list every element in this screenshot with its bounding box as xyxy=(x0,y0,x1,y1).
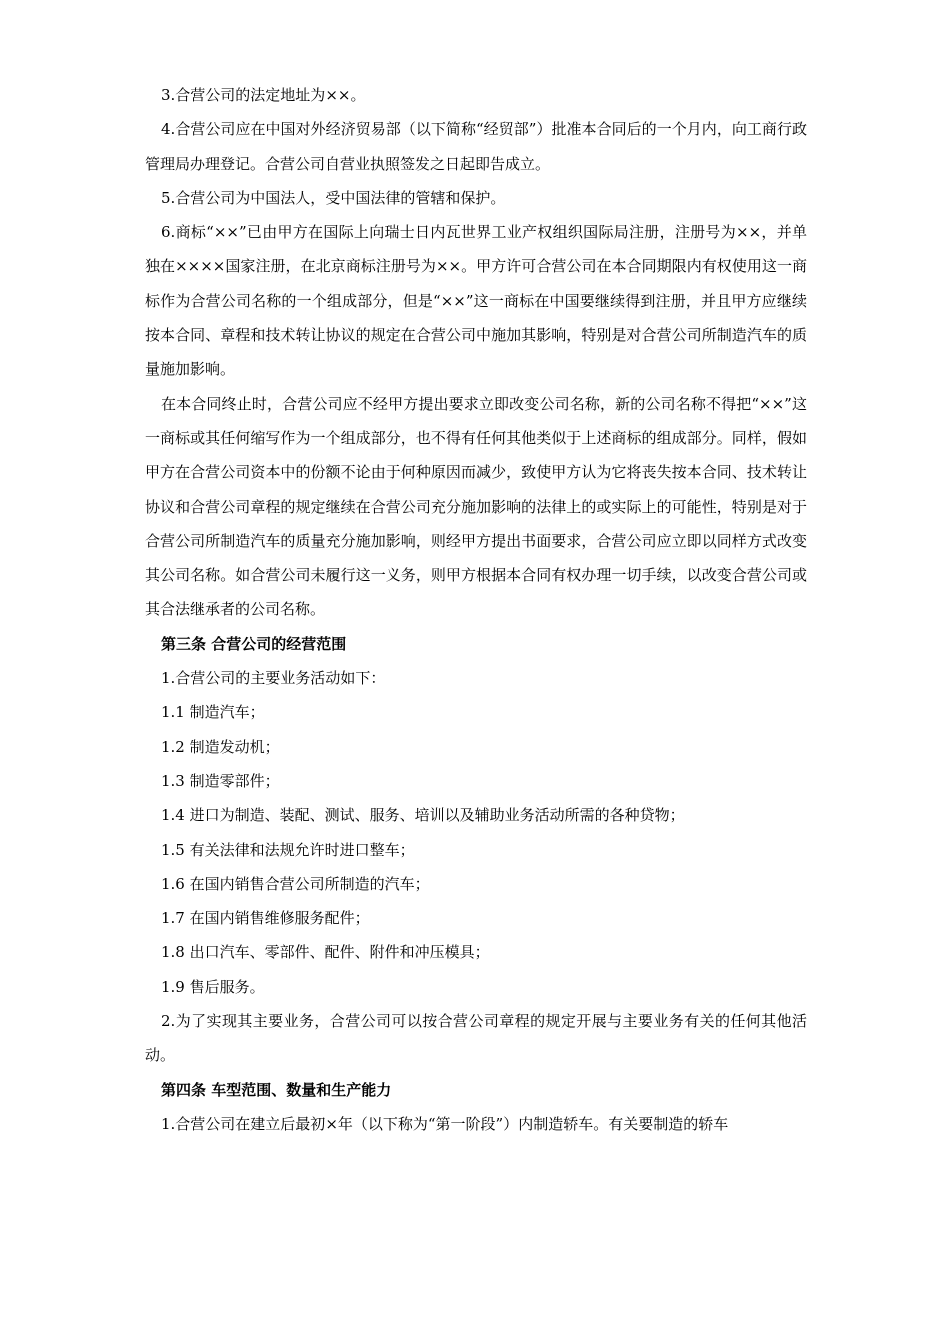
paragraph-other-activities: 2.为了实现其主要业务，合营公司可以按合营公司章程的规定开展与主要业务有关的任何其他活动。 xyxy=(145,1012,807,1065)
list-item-1-1: 1.1 制造汽车； xyxy=(161,703,265,722)
list-item-1-4: 1.4 进口为制造、装配、测试、服务、培训以及辅助业务活动所需的各种贷物； xyxy=(161,806,685,825)
paragraph-name-change: 在本合同终止时，合营公司应不经甲方提出要求立即改变公司名称，新的公司名称不得把“××”这一商标或其任何缩写作为一个组成部分，也不得有任何其他类似于上述商标的组成部分。同样，假如甲方在合营公司资本中的份额不论由于何种原因而减少，致使甲方认为它将丧失按本合同、技术转让协议和合营公司章程的规定继续在合营公司充分施加影响的法律上的或实际上的可能性，特别是对于合营公司所制造汽车的质量充分施加影响，则经甲方提出书面要求，合营公司应立即以同样方式改变其公司名称。如合营公司未履行这一义务，则甲方根据本合同有权办理一切手续，以改变合营公司或其合法继承者的公司名称。 xyxy=(145,394,807,619)
list-item-1-8: 1.8 出口汽车、零部件、配件、附件和冲压模具； xyxy=(161,943,490,962)
paragraph-registration: 4.合营公司应在中国对外经济贸易部（以下简称“经贸部”）批准本合同后的一个月内，向工商行政管理局办理登记。合营公司自营业执照签发之日起即告成立。 xyxy=(145,120,807,173)
paragraph-trademark: 6.商标“××”已由甲方在国际上向瑞士日内瓦世界工业产权组织国际局注册，注册号为××，并单独在××××国家注册，在北京商标注册号为××。甲方许可合营公司在本合同期限内有权使用这一商标作为合营公司名称的一个组成部分，但是“××”这一商标在中国要继续得到注册，并且甲方应继续按本合同、章程和技术转让协议的规定在合营公司中施加其影响，特别是对合营公司所制造汽车的质量施加影响。 xyxy=(145,223,807,379)
list-item-1-5: 1.5 有关法律和法规允许时进口整车； xyxy=(161,840,415,859)
list-item-1-9: 1.9 售后服务。 xyxy=(161,977,265,996)
paragraph-chinese-legal-person: 5.合营公司为中国法人，受中国法律的管辖和保护。 xyxy=(161,188,506,207)
paragraph-legal-address: 3.合营公司的法定地址为××。 xyxy=(161,86,366,104)
document-page xyxy=(145,78,807,1141)
list-item-1-2: 1.2 制造发动机； xyxy=(161,737,280,756)
list-item-1-7: 1.7 在国内销售维修服务配件； xyxy=(161,909,370,928)
article-heading-business-scope: 第三条 合营公司的经营范围 xyxy=(161,634,347,653)
paragraph-main-activities: 1.合营公司的主要业务活动如下： xyxy=(161,669,386,688)
list-item-1-3: 1.3 制造零部件； xyxy=(161,771,280,790)
list-item-1-6: 1.6 在国内销售合营公司所制造的汽车； xyxy=(161,874,430,893)
article-heading-vehicle-range: 第四条 车型范围、数量和生产能力 xyxy=(161,1080,392,1099)
paragraph-first-phase: 1.合营公司在建立后最初×年（以下称为“第一阶段”）内制造轿车。有关要制造的轿车 xyxy=(161,1114,729,1133)
